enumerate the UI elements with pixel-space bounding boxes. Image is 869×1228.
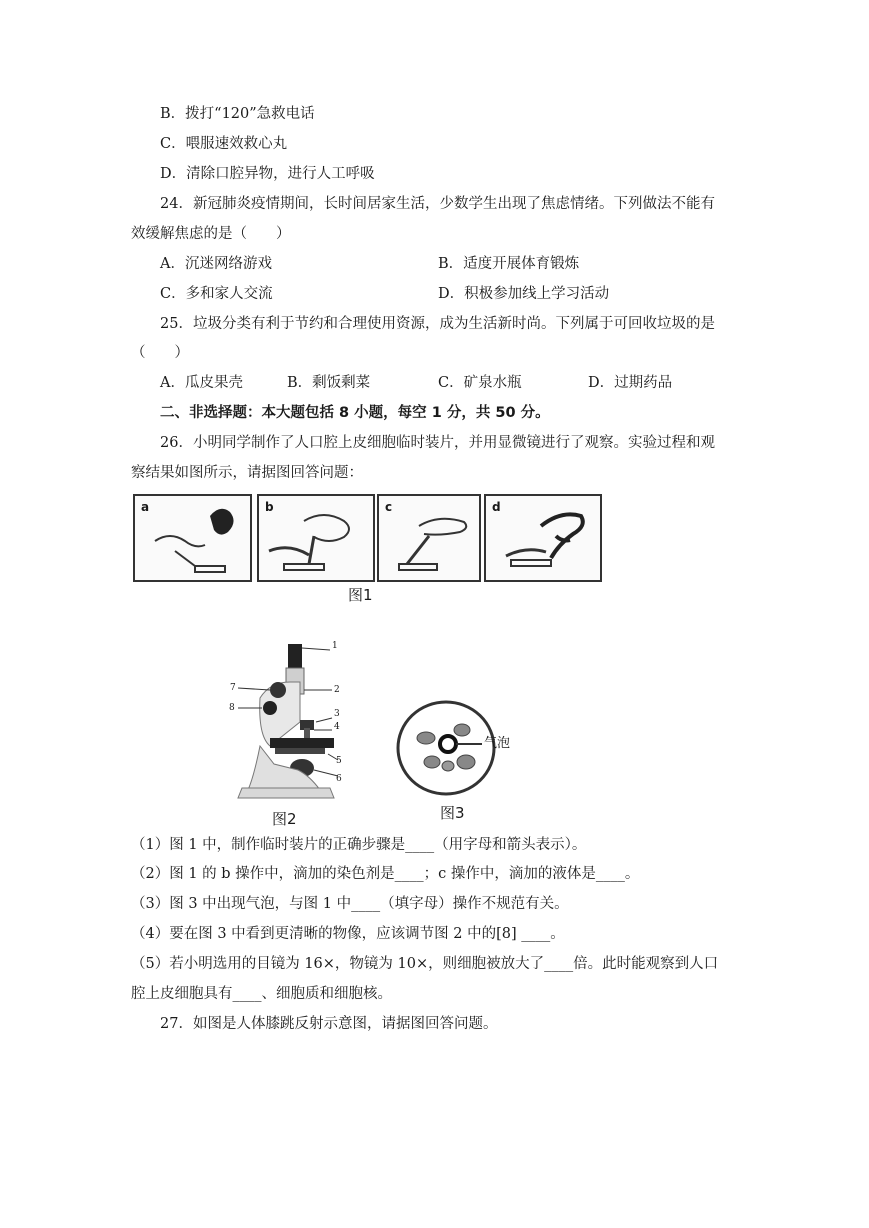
- q24-stem-line2: 效缓解焦虑的是（ ）: [131, 226, 291, 242]
- q23-option-b: B．拨打“120”急救电话: [160, 106, 315, 122]
- field-of-view-diagram: [392, 700, 532, 800]
- q26-sub2: （2）图 1 的 b 操作中，滴加的染色剂是____；c 操作中，滴加的液体是____。: [131, 866, 640, 882]
- figure3-caption: 图3: [440, 804, 465, 822]
- figure1-panel-a: [133, 494, 252, 582]
- q26-sub3: （3）图 3 中出现气泡，与图 1 中____（填字母）操作不规范有关。: [131, 896, 569, 912]
- section2-heading: 二、非选择题：本大题包括 8 小题，每空 1 分，共 50 分。: [160, 405, 550, 421]
- q26-sub5-line1: （5）若小明选用的目镜为 16×，物镜为 10×，则细胞被放大了____倍。此时能观察到人口: [131, 956, 719, 972]
- q24-stem-line1: 24．新冠肺炎疫情期间，长时间居家生活，少数学生出现了焦虑情绪。下列做法不能有: [160, 196, 715, 212]
- q24-option-c: C．多和家人交流: [160, 286, 273, 302]
- q25-option-d: D．过期药品: [588, 375, 673, 391]
- figure1-panel-c: [377, 494, 481, 582]
- hand-dropper-sketch-c: [379, 496, 479, 580]
- panel-letter-b: b: [265, 500, 274, 514]
- q26-sub4: （4）要在图 3 中看到更清晰的物像，应该调节图 2 中的[8] ____。: [131, 926, 565, 942]
- microscope-label-4: 4: [334, 722, 340, 732]
- q24-option-d: D．积极参加线上学习活动: [438, 286, 610, 302]
- q27-stem: 27．如图是人体膝跳反射示意图，请据图回答问题。: [160, 1016, 498, 1032]
- panel-letter-c: c: [385, 500, 393, 514]
- q24-option-a: A．沉迷网络游戏: [160, 256, 272, 272]
- figure2-caption: 图2: [272, 810, 297, 828]
- figure1-panel-b: [257, 494, 375, 582]
- panel-letter-a: a: [141, 500, 150, 514]
- microscope-label-5: 5: [336, 756, 342, 766]
- hand-dropper-sketch-b: [259, 496, 373, 580]
- microscope-label-1: 1: [332, 641, 338, 651]
- q24-option-b: B．适度开展体育锻炼: [438, 256, 580, 272]
- q25-stem-line1: 25．垃圾分类有利于节约和合理使用资源，成为生活新时尚。下列属于可回收垃圾的是: [160, 316, 715, 332]
- q25-stem-line2: （ ）: [131, 345, 189, 361]
- microscope-label-3: 3: [334, 709, 340, 719]
- q23-option-c: C．喂服速效救心丸: [160, 136, 288, 152]
- figure1-caption: 图1: [348, 586, 373, 604]
- q26-sub1: （1）图 1 中，制作临时装片的正确步骤是____（用字母和箭头表示）。: [131, 837, 587, 853]
- q23-option-d: D．清除口腔异物，进行人工呼吸: [160, 166, 375, 182]
- hand-dropper-sketch-a: [135, 496, 250, 580]
- microscope-label-7: 7: [230, 683, 236, 693]
- q26-stem-line2: 察结果如图所示，请据图回答问题：: [131, 465, 363, 481]
- q26-sub5-line2: 腔上皮细胞具有____、细胞质和细胞核。: [131, 986, 392, 1002]
- microscope-label-8: 8: [229, 703, 235, 713]
- q25-option-c: C．矿泉水瓶: [438, 375, 522, 391]
- figure1-panel-d: [484, 494, 602, 582]
- q26-stem-line1: 26．小明同学制作了人口腔上皮细胞临时装片，并用显微镜进行了观察。实验过程和观: [160, 435, 715, 451]
- microscope-label-6: 6: [336, 774, 342, 784]
- q25-option-b: B．剩饭剩菜: [287, 375, 371, 391]
- microscope-label-2: 2: [334, 685, 340, 695]
- bubble-label: 气泡: [484, 736, 511, 751]
- panel-letter-d: d: [492, 500, 501, 514]
- hand-dropper-sketch-d: [486, 496, 600, 580]
- q25-option-a: A．瓜皮果壳: [160, 375, 243, 391]
